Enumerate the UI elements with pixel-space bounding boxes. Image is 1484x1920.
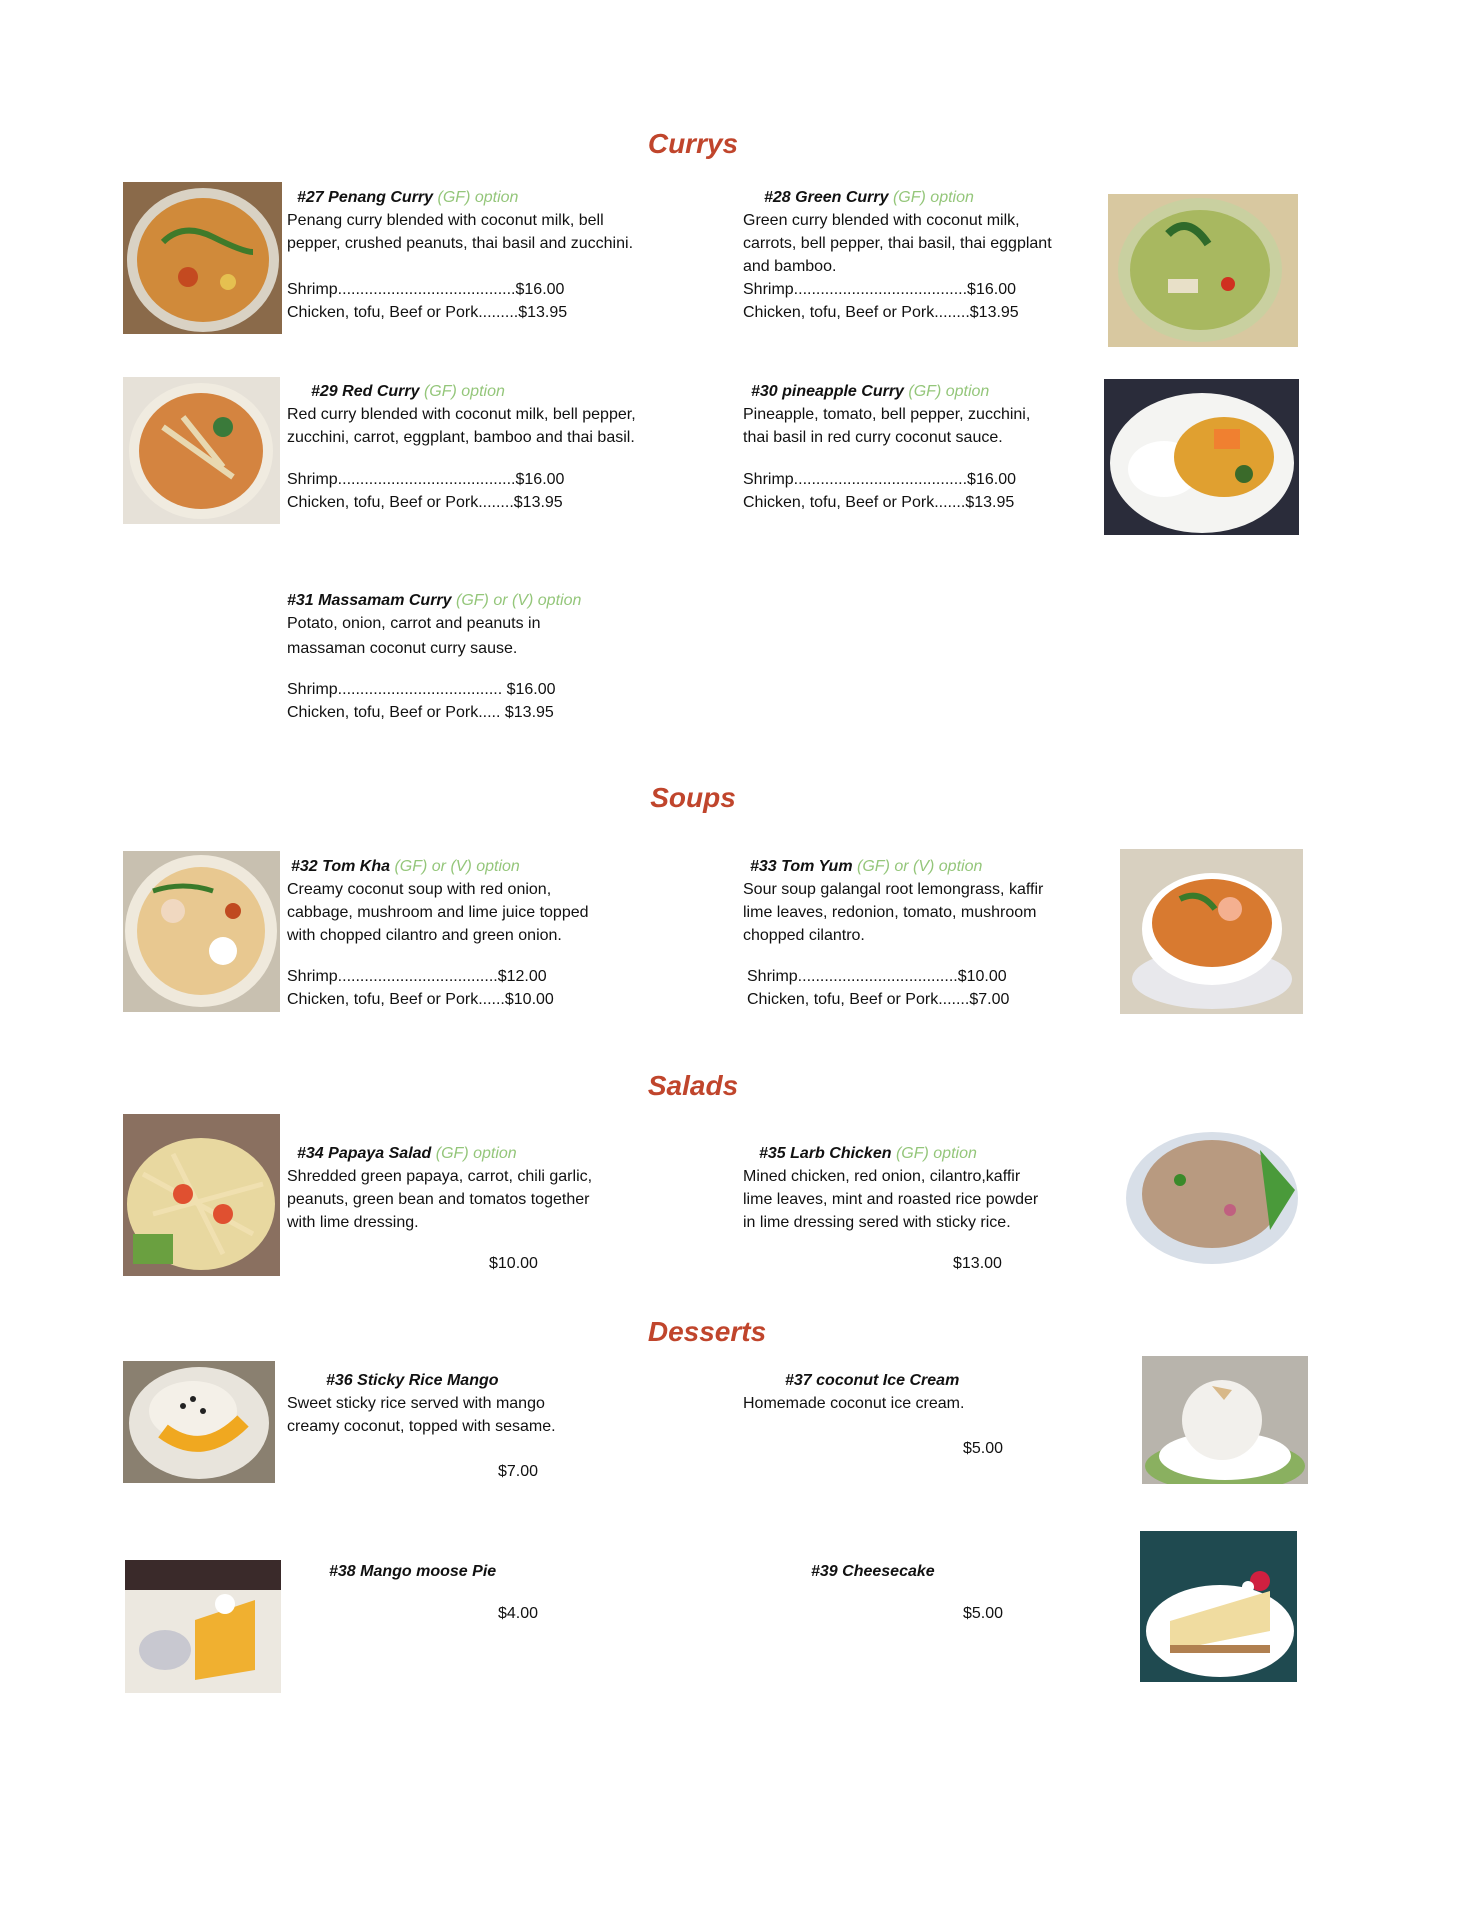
item-title: #30 pineapple Curry [751, 383, 904, 400]
item-price: Shrimp........................................$16.00 [287, 471, 565, 488]
menu-item-36 [287, 1369, 556, 1483]
item-description: thai basil in red curry coconut sauce. [743, 429, 1003, 446]
item-price: Chicken, tofu, Beef or Pork.......$7.00 [747, 991, 1010, 1008]
item-description: carrots, bell pepper, thai basil, thai eggplant [743, 235, 1052, 252]
item-description: Penang curry blended with coconut milk, bell [287, 212, 604, 229]
menu-item-37 [743, 1369, 1003, 1460]
item-description: pepper, crushed peanuts, thai basil and zucchini. [287, 235, 634, 252]
menu-item-33 [743, 855, 1043, 1011]
item-description: Mined chicken, red onion, cilantro,kaffir [743, 1168, 1021, 1185]
pineapple-curry-photo [1104, 379, 1299, 535]
item-price: Shrimp....................................$10.00 [747, 968, 1007, 985]
item-description: cabbage, mushroom and lime juice topped [287, 904, 589, 921]
item-description: Green curry blended with coconut milk, [743, 212, 1020, 229]
item-price: Chicken, tofu, Beef or Pork........$13.95 [743, 304, 1019, 321]
dietary-option: (GF) option [895, 1145, 977, 1162]
item-description: creamy coconut, topped with sesame. [287, 1418, 556, 1435]
item-description: and bamboo. [743, 258, 837, 275]
item-title: #39 Cheesecake [811, 1563, 935, 1580]
larb-chicken-photo [1120, 1120, 1303, 1270]
item-price: Shrimp....................................$12.00 [287, 968, 547, 985]
section-heading-salads: Salads [647, 1070, 739, 1101]
dietary-option: (GF) option [908, 383, 990, 400]
item-price: Shrimp.......................................$16.00 [743, 471, 1016, 488]
papaya-salad-photo [123, 1114, 280, 1276]
item-description: with lime dressing. [287, 1214, 419, 1231]
item-title: #35 Larb Chicken [759, 1145, 892, 1162]
item-description: with chopped cilantro and green onion. [287, 927, 562, 944]
green-curry-photo [1108, 194, 1298, 347]
item-price: Shrimp........................................$16.00 [287, 281, 565, 298]
item-description: peanuts, green bean and tomatos together [287, 1191, 590, 1208]
item-title: #28 Green Curry [764, 189, 889, 206]
item-price: Chicken, tofu, Beef or Pork......$10.00 [287, 991, 554, 1008]
item-price: $5.00 [963, 1440, 1004, 1457]
menu-item-27 [287, 186, 633, 324]
item-title: #37 coconut Ice Cream [785, 1372, 960, 1389]
sticky-rice-mango-photo [123, 1361, 275, 1483]
item-price: Chicken, tofu, Beef or Pork........$13.95 [287, 494, 563, 511]
item-description: lime leaves, redonion, tomato, mushroom [743, 904, 1037, 921]
dietary-option: (GF) or (V) option [456, 592, 582, 609]
section-heading-soups: Soups [650, 782, 736, 813]
item-title: #27 Penang Curry [297, 189, 434, 206]
item-description: Potato, onion, carrot and peanuts in [287, 615, 541, 632]
menu-item-35 [743, 1142, 1038, 1275]
item-title: #33 Tom Yum [750, 858, 853, 875]
item-price: Chicken, tofu, Beef or Pork.........$13.95 [287, 304, 568, 321]
item-description: Creamy coconut soup with red onion, [287, 881, 552, 898]
penang-curry-photo [123, 182, 282, 334]
section-heading-currys: Currys [647, 128, 739, 159]
item-price: $10.00 [489, 1255, 538, 1272]
item-price: $4.00 [498, 1605, 539, 1622]
dietary-option: (GF) or (V) option [857, 858, 983, 875]
tom-yum-photo [1120, 849, 1303, 1014]
menu-item-30 [743, 380, 1030, 514]
item-description: in lime dressing sered with sticky rice. [743, 1214, 1011, 1231]
dietary-option: (GF) option [423, 383, 505, 400]
menu-item-32 [287, 855, 589, 1011]
item-price: $5.00 [963, 1605, 1004, 1622]
menu-item-39 [743, 1560, 1003, 1625]
item-description: Red curry blended with coconut milk, bell pepper, [287, 406, 636, 423]
dietary-option: (GF) option [892, 189, 974, 206]
dietary-option: (GF) option [437, 189, 519, 206]
section-heading-desserts: Desserts [647, 1316, 767, 1347]
item-description: massaman coconut curry sause. [287, 640, 518, 657]
item-title: #34 Papaya Salad [297, 1145, 432, 1162]
menu-item-34 [287, 1142, 592, 1275]
item-description: Shredded green papaya, carrot, chili garlic, [287, 1168, 593, 1185]
item-price: $13.00 [953, 1255, 1002, 1272]
item-title: #29 Red Curry [311, 383, 420, 400]
item-description: Pineapple, tomato, bell pepper, zucchini, [743, 406, 1031, 423]
menu-item-38 [287, 1560, 538, 1625]
item-description: Sour soup galangal root lemongrass, kaffir [743, 881, 1044, 898]
menu-item-28 [743, 186, 1052, 324]
item-description: Homemade coconut ice cream. [743, 1395, 965, 1412]
menu-item-31 [287, 589, 581, 724]
item-price: $7.00 [498, 1463, 539, 1480]
item-price: Chicken, tofu, Beef or Pork..... $13.95 [287, 704, 554, 721]
item-title: #32 Tom Kha [291, 858, 390, 875]
item-price: Chicken, tofu, Beef or Pork.......$13.95 [743, 494, 1015, 511]
item-description: zucchini, carrot, eggplant, bamboo and thai basil. [287, 429, 635, 446]
item-description: chopped cilantro. [743, 927, 865, 944]
tom-kha-photo [123, 851, 280, 1012]
red-curry-photo [123, 377, 280, 524]
item-description: lime leaves, mint and roasted rice powder [743, 1191, 1039, 1208]
item-title: #31 Massamam Curry [287, 592, 452, 609]
mango-moose-pie-photo [125, 1560, 281, 1693]
cheesecake-photo [1140, 1531, 1297, 1682]
menu-item-29 [287, 380, 636, 514]
dietary-option: (GF) option [435, 1145, 517, 1162]
item-price: Shrimp..................................... $16.00 [287, 681, 556, 698]
item-price: Shrimp.......................................$16.00 [743, 281, 1016, 298]
item-title: #36 Sticky Rice Mango [326, 1372, 499, 1389]
item-description: Sweet sticky rice served with mango [287, 1395, 545, 1412]
coconut-ice-cream-photo [1142, 1356, 1308, 1484]
item-title: #38 Mango moose Pie [329, 1563, 497, 1580]
dietary-option: (GF) or (V) option [394, 858, 520, 875]
